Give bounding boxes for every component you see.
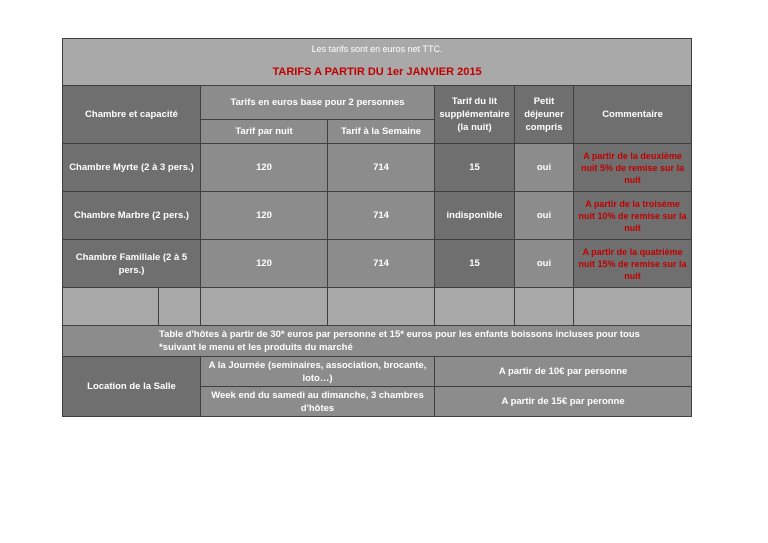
empty-cell [159, 288, 201, 326]
room-comment: A partir de la troisème nuit 10% de remise sur la nuit [574, 192, 692, 240]
col-breakfast-header: Petit déjeuner compris [515, 86, 574, 144]
extra-bed-price: indisponible [435, 192, 515, 240]
breakfast-value: oui [515, 144, 574, 192]
col-night-header: Tarif par nuit [201, 120, 328, 144]
column-header-row [63, 86, 692, 120]
room-name: Chambre Marbre (2 pers.) [63, 192, 201, 240]
empty-cell [63, 288, 159, 326]
table-row [63, 192, 692, 240]
night-price: 120 [201, 192, 328, 240]
empty-cell [328, 288, 435, 326]
location-label: Location de la Salle [63, 357, 201, 417]
notes-cell [63, 326, 692, 357]
location-price: A partir de 15€ par peronne [435, 387, 692, 417]
col-comment-header: Commentaire [574, 86, 692, 144]
col-week-header: Tarif à la Semaine [328, 120, 435, 144]
week-price: 714 [328, 192, 435, 240]
tariff-table [62, 38, 692, 417]
page-title: TARIFS A PARTIR DU 1er JANVIER 2015 [63, 59, 692, 86]
week-price: 714 [328, 144, 435, 192]
menu-note: *suivant le menu et les produits du marché [159, 342, 353, 353]
room-name: Chambre Myrte (2 à 3 pers.) [63, 144, 201, 192]
tariff-sheet [62, 38, 691, 417]
location-price: A partir de 10€ par personne [435, 357, 692, 387]
col-base-header: Tarifs en euros base pour 2 personnes [201, 86, 435, 120]
night-price: 120 [201, 144, 328, 192]
table-row [63, 144, 692, 192]
empty-cell [435, 288, 515, 326]
extra-bed-price: 15 [435, 144, 515, 192]
empty-row [63, 288, 692, 326]
room-name: Chambre Familiale (2 à 5 pers.) [63, 240, 201, 288]
location-desc: Week end du samedi au dimanche, 3 chambres d'hôtes [201, 387, 435, 417]
table-row [63, 240, 692, 288]
room-comment: A partir de la quatrième nuit 15% de remise sur la nuit [574, 240, 692, 288]
col-extra-bed-header: Tarif du lit supplémentaire (la nuit) [435, 86, 515, 144]
tariff-note: Les tarifs sont en euros net TTC. [63, 39, 692, 60]
col-room-header: Chambre et capacité [63, 86, 201, 144]
week-price: 714 [328, 240, 435, 288]
location-row [63, 357, 692, 387]
empty-cell [201, 288, 328, 326]
room-comment: A partir de la deuxième nuit 5% de remise sur la nuit [574, 144, 692, 192]
location-desc: A la Journée (seminaires, association, brocante, loto…) [201, 357, 435, 387]
header-row-2 [63, 59, 692, 86]
header-row-1 [63, 39, 692, 60]
extra-bed-price: 15 [435, 240, 515, 288]
breakfast-value: oui [515, 240, 574, 288]
notes-row [63, 326, 692, 357]
table-hotes-note: Table d'hôtes à partir de 30* euros par personne et 15* euros pour les enfants boissons incluses pour tous [159, 329, 640, 340]
empty-cell [574, 288, 692, 326]
night-price: 120 [201, 240, 328, 288]
empty-cell [515, 288, 574, 326]
breakfast-value: oui [515, 192, 574, 240]
